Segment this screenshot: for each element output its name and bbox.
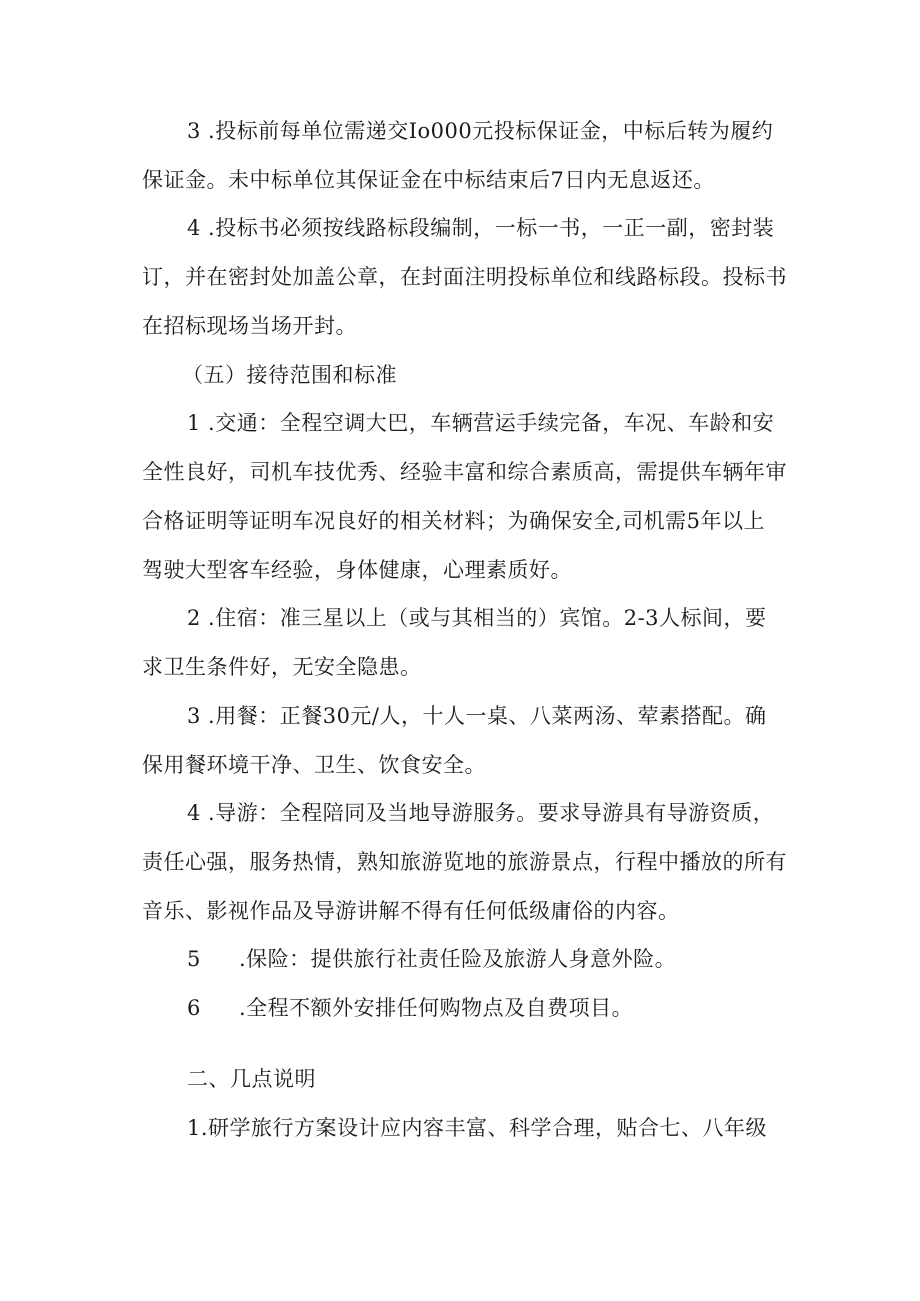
transport-line-3: 合格证明等证明车况良好的相关材料；为确保安全,司机需5年以上 (142, 509, 766, 533)
paragraph-4-line-3: 在招标现场当场开封。 (142, 314, 357, 338)
lodging-line-2: 求卫生条件好，无安全隐患。 (142, 655, 422, 679)
section-2-heading: 二、几点说明 (187, 1067, 316, 1091)
lodging-line-1: 2 .住宿：准三星以上（或与其相当的）宾馆。2-3人标间，要 (187, 606, 767, 630)
paragraph-4-line-2: 订，并在密封处加盖公章，在封面注明投标单位和线路标段。投标书 (142, 265, 787, 289)
meals-line-1: 3 .用餐：正餐30元/人，十人一桌、八菜两汤、荤素搭配。确 (187, 704, 767, 728)
insurance-item-number: 5 (187, 947, 201, 971)
guide-line-3: 音乐、影视作品及导游讲解不得有任何低级庸俗的内容。 (142, 899, 680, 923)
paragraph-4-line-1: 4 .投标书必须按线路标段编制，一标一书，一正一副，密封装 (187, 216, 775, 240)
guide-line-1: 4 .导游：全程陪同及当地导游服务。要求导游具有导游资质， (187, 801, 775, 825)
insurance-item-text: .保险：提供旅行社责任险及旅游人身意外险。 (239, 947, 677, 971)
no-shopping-item (187, 993, 633, 1023)
paragraph-3-line-2: 保证金。未中标单位其保证金在中标结束后7日内无息返还。 (142, 168, 715, 192)
paragraph-3-line-1: 3 .投标前每单位需递交Io000元投标保证金，中标后转为履约 (187, 119, 774, 143)
meals-line-2: 保用餐环境干净、卫生、饮食安全。 (142, 753, 486, 777)
no-shopping-item-number: 6 (187, 996, 201, 1020)
insurance-item (187, 944, 676, 974)
transport-line-4: 驾驶大型客车经验，身体健康，心理素质好。 (142, 558, 572, 582)
note-1-line-1: 1.研学旅行方案设计应内容丰富、科学合理，贴合七、八年级 (187, 1116, 768, 1140)
transport-line-1: 1 .交通：全程空调大巴，车辆营运手续完备，车况、车龄和安 (187, 411, 775, 435)
section-5-heading: （五）接待范围和标准 (182, 363, 397, 387)
no-shopping-item-text: .全程不额外安排任何购物点及自费项目。 (239, 996, 634, 1020)
transport-line-2: 全性良好，司机车技优秀、经验丰富和综合素质高，需提供车辆年审 (142, 460, 787, 484)
guide-line-2: 责任心强，服务热情，熟知旅游览地的旅游景点，行程中播放的所有 (142, 850, 787, 874)
